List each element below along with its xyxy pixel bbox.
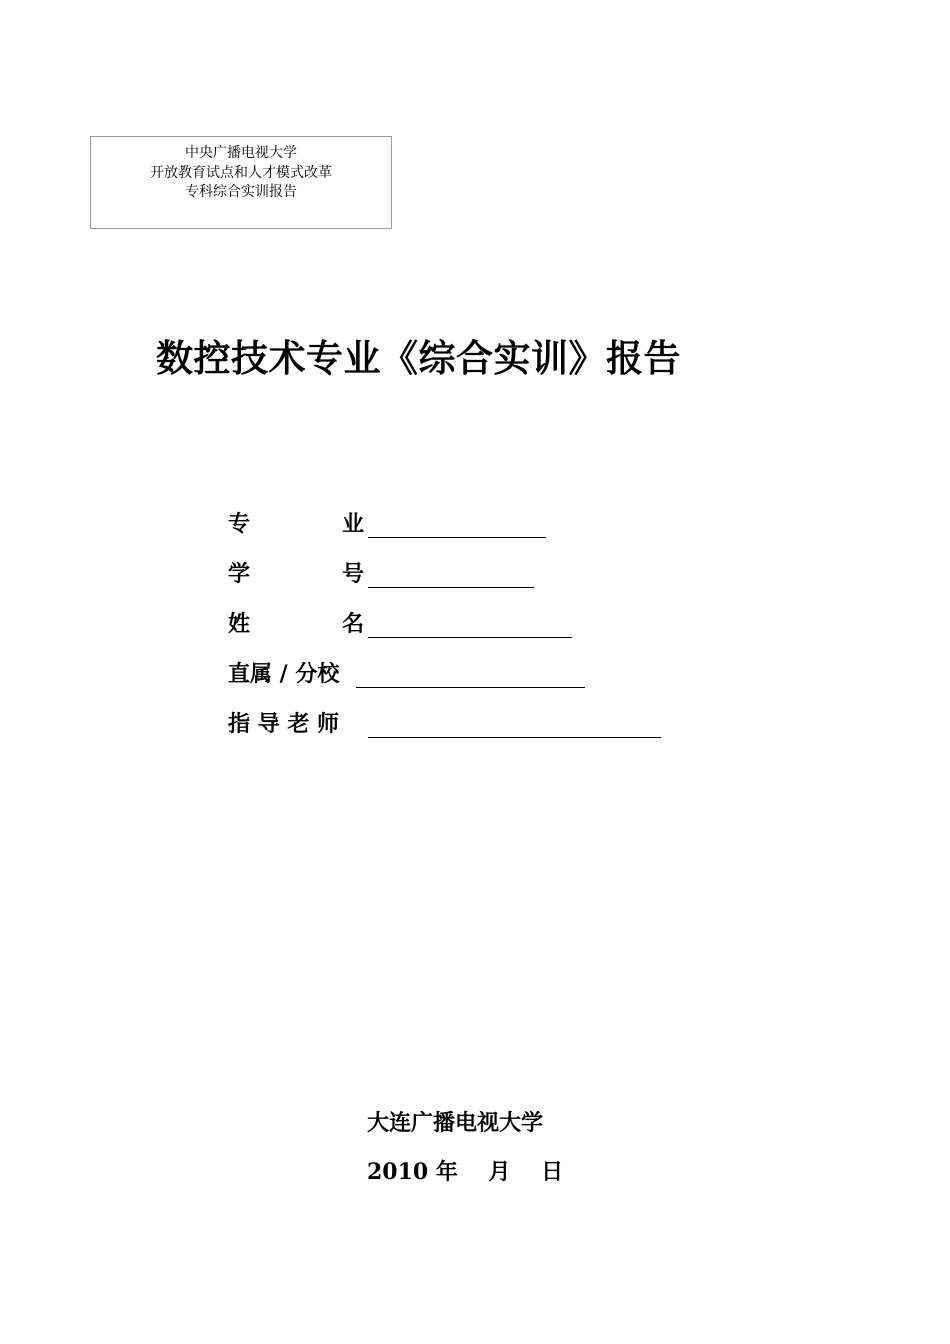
field-major [228,510,558,540]
field-branch-line[interactable] [356,687,585,688]
field-branch-label: 直属 / 分校 [228,662,340,687]
header-line-3: 专科综合实训报告 [185,184,297,200]
report-title: 数控技术专业《综合实训》报告 [156,337,681,380]
header-line-1: 中央广播电视大学 [185,145,297,161]
field-major-line[interactable] [368,537,546,538]
field-advisor-line[interactable] [368,737,661,738]
footer-date: 2010 年 月 日 [367,1159,564,1185]
field-student-id-label-b: 号 [342,562,365,587]
field-student-id-line[interactable] [368,587,534,588]
header-box [90,136,392,229]
footer-university: 大连广播电视大学 [367,1110,544,1136]
field-name-label-a: 姓 [228,612,251,637]
field-major-label-a: 专 [228,512,251,537]
field-name-line[interactable] [368,637,572,638]
field-name-label-b: 名 [342,612,365,637]
field-name [228,610,588,640]
field-student-id [228,560,558,590]
field-branch [228,660,608,690]
field-major-label-b: 业 [342,512,365,537]
field-advisor-label: 指 导 老 师 [228,712,339,737]
field-student-id-label-a: 学 [228,562,251,587]
field-advisor [228,710,678,740]
header-line-2: 开放教育试点和人才模式改革 [150,164,332,181]
